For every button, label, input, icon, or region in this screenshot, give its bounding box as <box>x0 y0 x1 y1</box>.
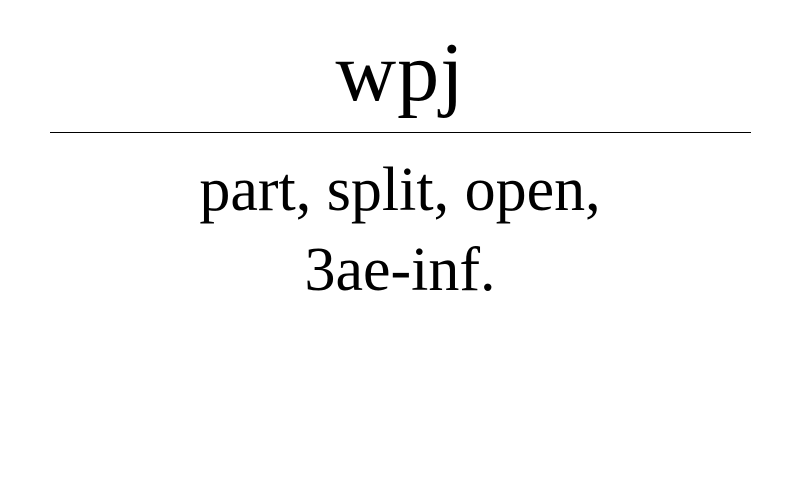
definition-line-2: 3ae-inf. <box>304 236 496 304</box>
definition-line-1: part, split, open, <box>199 156 601 224</box>
card-term: wpj <box>335 26 465 119</box>
divider-line <box>50 132 751 133</box>
card-definition <box>60 150 740 310</box>
